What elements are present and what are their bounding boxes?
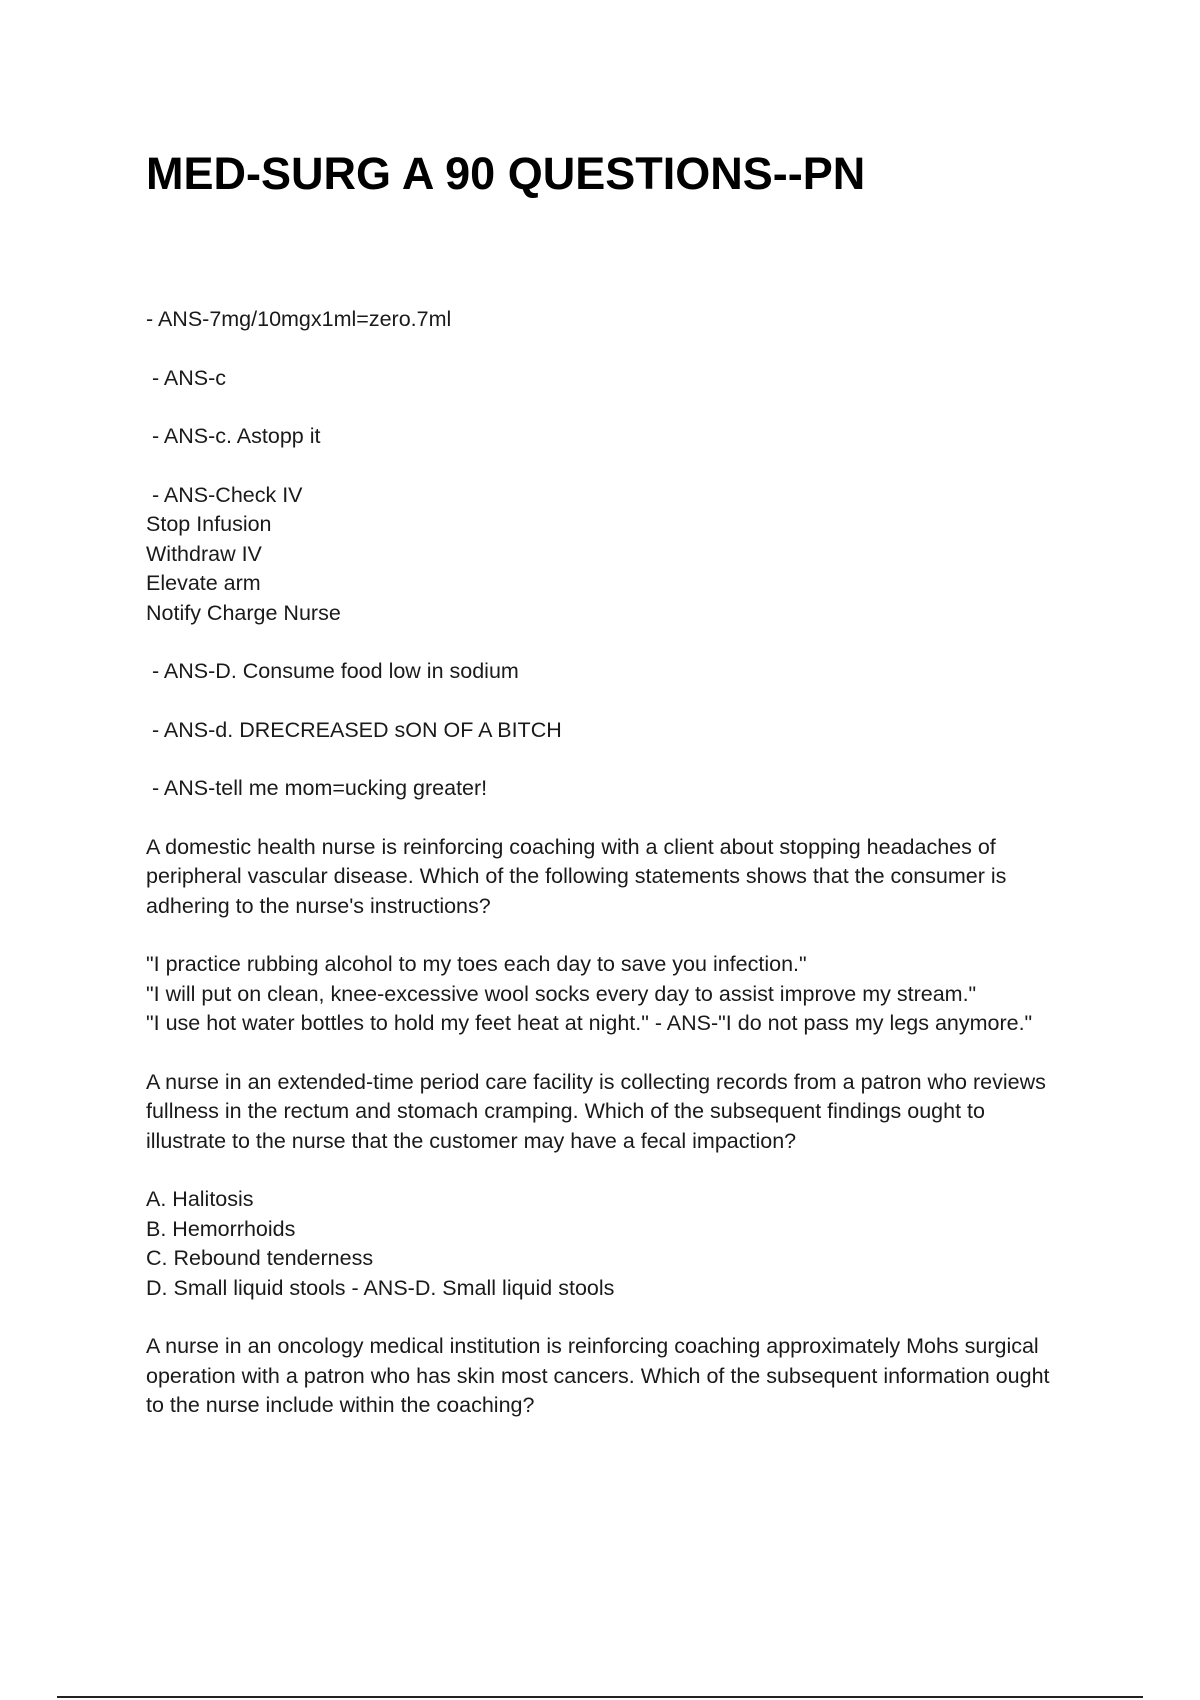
- answer-entry: [146, 774, 1086, 804]
- text-line: fullness in the rectum and stomach cramping. Which of the subsequent findings ought to: [146, 1099, 985, 1123]
- answer-options: [146, 950, 1086, 1039]
- text-line: - ANS-tell me mom=ucking greater!: [146, 776, 488, 800]
- text-line: Withdraw IV: [146, 541, 262, 566]
- text-line: Elevate arm: [146, 571, 261, 595]
- question-paragraph: [146, 1068, 1086, 1157]
- text-line: - ANS-c. Astopp it: [146, 424, 321, 448]
- answer-entry: [146, 305, 1086, 335]
- answer-entry: [146, 422, 1086, 452]
- text-line: Stop Infusion: [146, 512, 272, 536]
- answer-entry: [146, 657, 1086, 687]
- question-paragraph: [146, 1332, 1086, 1421]
- text-line: peripheral vascular disease. Which of the following statements shows that the consumer is: [146, 864, 1007, 888]
- page-title: MED-SURG A 90 QUESTIONS--PN: [146, 148, 866, 199]
- text-line: A domestic health nurse is reinforcing coaching with a client about stopping headaches of: [146, 834, 996, 859]
- answer-entry: [146, 716, 1086, 746]
- answer-entry: [146, 364, 1086, 394]
- text-line: operation with a patron who has skin most cancers. Which of the subsequent information ought: [146, 1363, 1050, 1388]
- text-line: - ANS-c: [146, 365, 227, 390]
- text-line: "I will put on clean, knee-excessive wool socks every day to assist improve my stream.": [146, 981, 977, 1006]
- text-line: A nurse in an oncology medical institution is reinforcing coaching approximately Mohs surgical: [146, 1334, 1039, 1358]
- answer-options: [146, 1185, 1086, 1303]
- document-body: [146, 305, 1086, 1450]
- text-line: to the nurse include within the coaching?: [146, 1393, 535, 1417]
- text-line: Notify Charge Nurse: [146, 600, 341, 625]
- text-line: - ANS-D. Consume food low in sodium: [146, 659, 519, 683]
- text-line: - ANS-7mg/10mgx1ml=zero.7ml: [146, 307, 452, 331]
- footer-divider: [57, 1696, 1143, 1698]
- text-line: - ANS-Check IV: [146, 482, 303, 507]
- text-line: illustrate to the nurse that the customer may have a fecal impaction?: [146, 1128, 797, 1153]
- text-line: A nurse in an extended-time period care facility is collecting records from a patron who reviews: [146, 1069, 1046, 1094]
- text-line: "I use hot water bottles to hold my feet heat at night." - ANS-"I do not pass my legs anymore.": [146, 1011, 1033, 1035]
- text-line: C. Rebound tenderness: [146, 1246, 374, 1270]
- text-line: adhering to the nurse's instructions?: [146, 893, 491, 918]
- answer-entry: [146, 481, 1086, 629]
- text-line: A. Halitosis: [146, 1187, 254, 1211]
- text-line: B. Hemorrhoids: [146, 1216, 296, 1241]
- text-line: - ANS-d. DRECREASED sON OF A BITCH: [146, 717, 562, 742]
- text-line: "I practice rubbing alcohol to my toes each day to save you infection.": [146, 952, 807, 976]
- question-paragraph: [146, 833, 1086, 922]
- text-line: D. Small liquid stools - ANS-D. Small liquid stools: [146, 1275, 615, 1300]
